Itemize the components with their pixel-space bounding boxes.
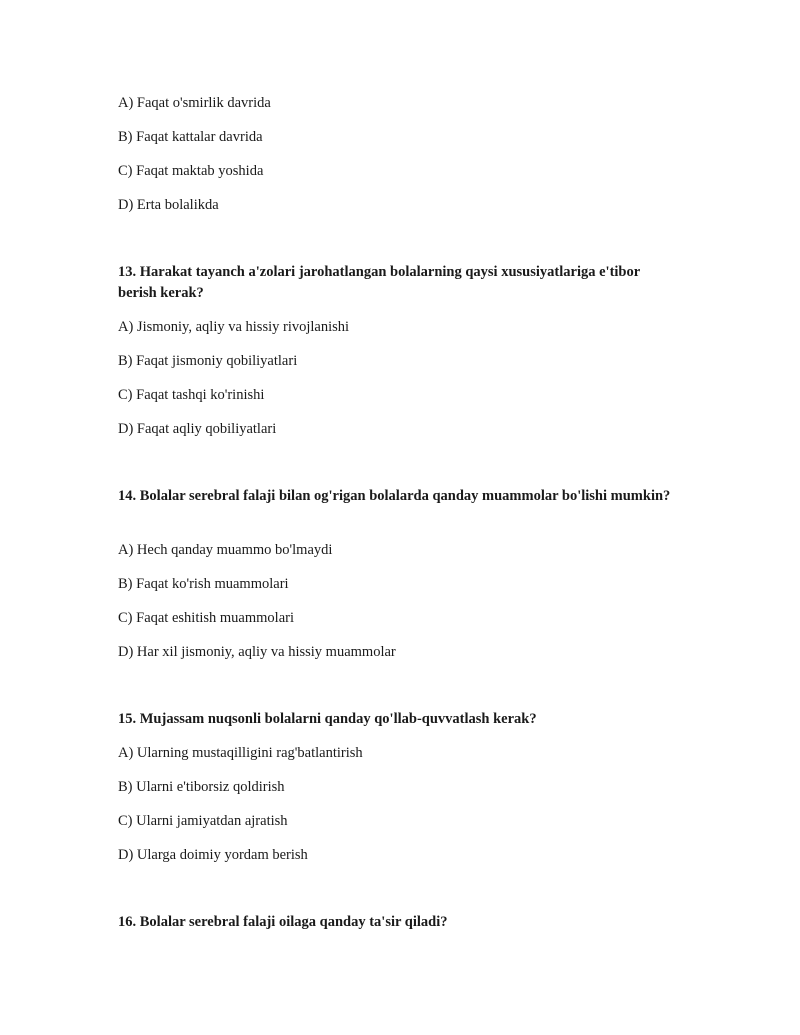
option-d: D) Faqat aqliy qobiliyatlari — [118, 421, 277, 437]
option-c: C) Faqat eshitish muammolari — [118, 610, 294, 626]
option-c: C) Ularni jamiyatdan ajratish — [118, 813, 288, 829]
option-wrapper — [118, 196, 678, 214]
option-wrapper — [118, 318, 678, 336]
question-16-text: 16. Bolalar serebral falaji oilaga qanday ta'sir qiladi? — [118, 914, 448, 930]
option-wrapper — [118, 162, 678, 180]
option-wrapper — [118, 386, 678, 404]
option-b: B) Faqat kattalar davrida — [118, 129, 263, 145]
question-15-text: 15. Mujassam nuqsonli bolalarni qanday qo'llab-quvvatlash kerak? — [118, 711, 537, 727]
question-13-text: 13. Harakat tayanch a'zolari jarohatlangan bolalarning qaysi xususiyatlariga e'tibor berish kerak? — [118, 264, 640, 301]
option-d: D) Erta bolalikda — [118, 197, 219, 213]
option-wrapper — [118, 352, 678, 370]
option-wrapper — [118, 846, 678, 864]
question-15 — [118, 709, 678, 730]
option-c: C) Faqat tashqi ko'rinishi — [118, 387, 265, 403]
option-wrapper — [118, 420, 678, 438]
option-wrapper — [118, 778, 678, 796]
option-a: A) Jismoniy, aqliy va hissiy rivojlanishi — [118, 319, 350, 335]
option-wrapper — [118, 643, 678, 661]
option-a: A) Ularning mustaqilligini rag'batlantirish — [118, 745, 363, 761]
question-14-text: 14. Bolalar serebral falaji bilan og'rigan bolalarda qanday muammolar bo'lishi mumkin? — [118, 488, 671, 504]
question-14 — [118, 486, 678, 507]
option-b: B) Faqat ko'rish muammolari — [118, 576, 289, 592]
option-wrapper — [118, 128, 678, 146]
question-12-options — [118, 94, 678, 112]
option-d: D) Ularga doimiy yordam berish — [118, 847, 308, 863]
option-a: A) Hech qanday muammo bo'lmaydi — [118, 542, 333, 558]
option-wrapper — [118, 744, 678, 762]
option-c: C) Faqat maktab yoshida — [118, 163, 264, 179]
option-wrapper — [118, 812, 678, 830]
option-wrapper — [118, 541, 678, 559]
option-wrapper — [118, 609, 678, 627]
option-d: D) Har xil jismoniy, aqliy va hissiy muammolar — [118, 644, 396, 660]
option-wrapper — [118, 575, 678, 593]
question-16 — [118, 912, 678, 933]
question-13 — [118, 262, 678, 304]
option-b: B) Ularni e'tiborsiz qoldirish — [118, 779, 285, 795]
option-b: B) Faqat jismoniy qobiliyatlari — [118, 353, 298, 369]
option-a: A) Faqat o'smirlik davrida — [118, 95, 271, 111]
